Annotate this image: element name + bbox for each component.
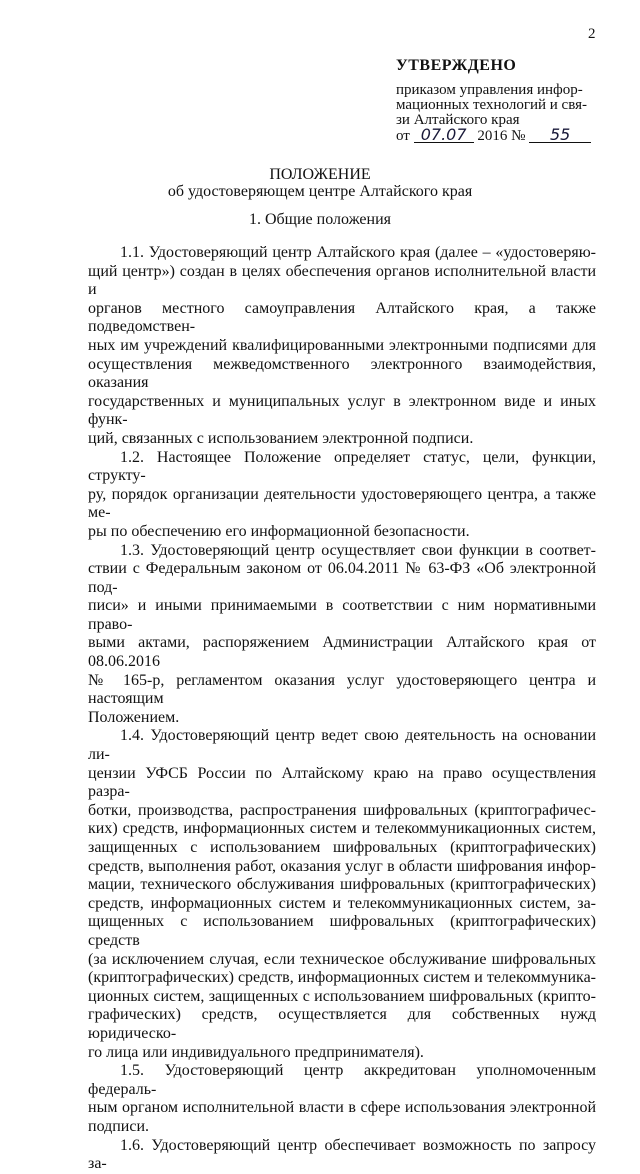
paragraph-line: ры по обеспечению его информационной безопасности. bbox=[88, 522, 470, 540]
paragraph-line: щий центр») создан в целях обеспечения органов исполнительной власти и bbox=[88, 262, 596, 299]
paragraph-6 bbox=[88, 1137, 596, 1174]
paragraph-line: средств, выполнения работ, оказания услуг в области шифрования инфор- bbox=[88, 857, 596, 875]
paragraph-line: подписи. bbox=[88, 1117, 150, 1135]
paragraph-line: 1.6. Удостоверяющий центр обеспечивает возможность по запросу за- bbox=[88, 1136, 596, 1173]
document-title-main: ПОЛОЖЕНИЕ bbox=[269, 166, 371, 183]
paragraph-line: 1.1. Удостоверяющий центр Алтайского края (далее – «удостоверяю- bbox=[120, 244, 596, 261]
paragraph-line: 1.4. Удостоверяющий центр ведет свою деятельность на основании ли- bbox=[88, 727, 596, 764]
paragraph-line: 1.5. Удостоверяющий центр аккредитован уполномоченным федераль- bbox=[88, 1062, 596, 1098]
paragraph-line: ных им учреждений квалифицированными электронными подписями для bbox=[88, 336, 596, 354]
document-title-sub: об удостоверяющем центре Алтайского края bbox=[167, 183, 473, 200]
paragraph-line: органов местного самоуправления Алтайского края, а также подведомствен- bbox=[88, 299, 596, 336]
document-body bbox=[88, 244, 596, 1174]
paragraph-line: осуществления межведомственного электронного взаимодействия, оказания bbox=[88, 355, 596, 392]
paragraph-line: выми актами, распоряжением Администрации Алтайского края от 08.06.2016 bbox=[88, 634, 596, 671]
paragraph-line: 1.3. Удостоверяющий центр осуществляет свои функции в соответ- bbox=[120, 541, 596, 559]
paragraph-line: (криптографических) средств, информационных систем и телекоммуника- bbox=[88, 969, 596, 987]
approval-title: УТВЕРЖДЕНО bbox=[396, 57, 517, 74]
paragraph-3 bbox=[88, 542, 596, 728]
approval-line-3: зи Алтайского края bbox=[396, 112, 520, 128]
paragraph-line: ру, порядок организации деятельности удостоверяющего центра, а также ме- bbox=[88, 485, 596, 522]
paragraph-line: средств, информационных систем и телекоммуникационных систем, за- bbox=[88, 894, 596, 912]
handwritten-date: 07.07 bbox=[414, 128, 474, 143]
paragraph-line: ствии с Федеральным законом от 06.04.2011 № 63-ФЗ «Об электронной под- bbox=[88, 560, 596, 596]
date-prefix: от bbox=[396, 128, 410, 144]
paragraph-5 bbox=[88, 1062, 596, 1136]
paragraph-line: 1.2. Настоящее Положение определяет статус, цели, функции, структу- bbox=[88, 448, 596, 485]
paragraph-4 bbox=[88, 727, 596, 1062]
paragraph-line: графических) средств, осуществляется для собственных нужд юридическо- bbox=[88, 1006, 596, 1042]
section-heading: 1. Общие положения bbox=[248, 211, 392, 228]
paragraph-line: ным органом исполнительной власти в сфере использования электронной bbox=[88, 1099, 596, 1117]
approval-stamp-block bbox=[396, 58, 616, 144]
paragraph-line: го лица или индивидуального предпринимателя). bbox=[88, 1043, 424, 1061]
paragraph-1 bbox=[88, 244, 596, 449]
paragraph-line: ций, связанных с использованием электронной подписи. bbox=[88, 429, 474, 447]
paragraph-line: ционных систем, защищенных с использованием шифровальных (крипто- bbox=[88, 987, 596, 1005]
approval-date-line bbox=[396, 125, 616, 144]
approval-line-1: приказом управления инфор- bbox=[396, 82, 583, 98]
paragraph-line: (за исключением случая, если техническое обслуживание шифровальных bbox=[88, 950, 596, 968]
document-title bbox=[0, 166, 640, 200]
paragraph-line: № 165-р, регламентом оказания услуг удостоверяющего центра и настоящим bbox=[88, 671, 596, 708]
paragraph-line: государственных и муниципальных услуг в электронном виде и иных функ- bbox=[88, 392, 596, 429]
paragraph-line: ких) средств, информационных систем и телекоммуникационных систем, bbox=[88, 820, 596, 838]
paragraph-line: мации, технического обслуживания шифровальных (криптографических) bbox=[88, 876, 596, 894]
paragraph-line: писи» и иными принимаемыми в соответствии с ним нормативными право- bbox=[88, 597, 596, 633]
paragraph-line: Положением. bbox=[88, 708, 180, 726]
paragraph-line: щищенных с использованием шифровальных (криптографических) средств bbox=[88, 913, 596, 949]
approval-line-2: мационных технологий и свя- bbox=[396, 97, 587, 113]
paragraph-line: защищенных с использованием шифровальных (криптографических) bbox=[88, 839, 596, 856]
paragraph-line: ботки, производства, распространения шифровальных (криптографичес- bbox=[88, 801, 596, 819]
date-year: 2016 № bbox=[477, 128, 526, 144]
page-number: 2 bbox=[588, 26, 596, 42]
paragraph-2 bbox=[88, 449, 596, 542]
paragraph-line: цензии УФСБ России по Алтайскому краю на право осуществления разра- bbox=[88, 764, 596, 801]
handwritten-order-number: 55 bbox=[529, 128, 591, 143]
